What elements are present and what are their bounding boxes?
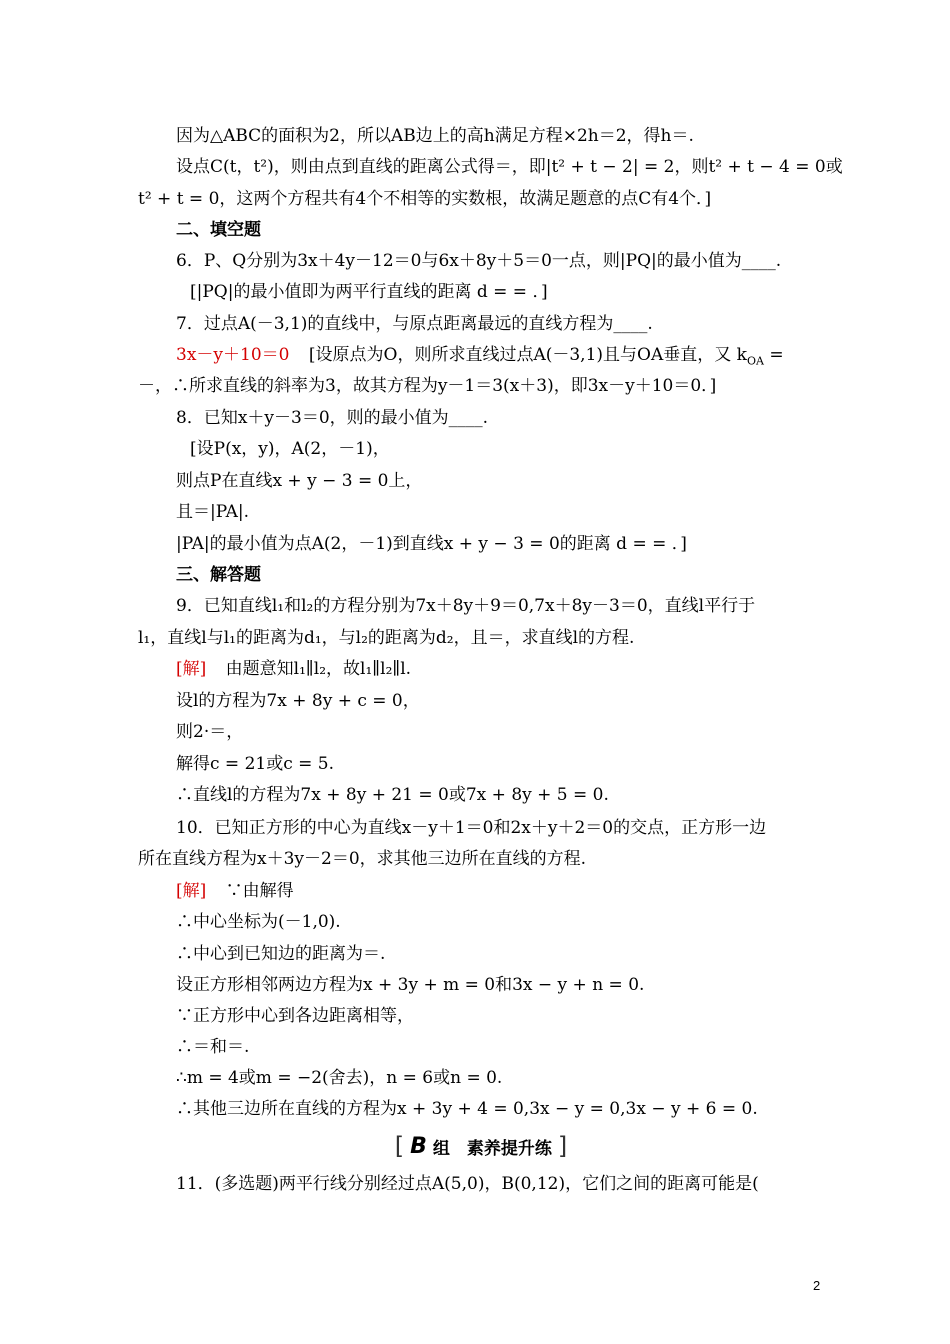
q8-step: 则点P在直线x + y − 3 = 0上， (176, 471, 423, 491)
page-number: 2 (813, 1278, 821, 1293)
q10-step: ∴中心到已知边的距离为＝. (176, 944, 386, 964)
q9-step: ∴直线l的方程为7x + 8y + 21 = 0或7x + 8y + 5 = 0. (176, 785, 609, 805)
question-10: 10．已知正方形的中心为直线x－y＋1＝0和2x＋y＋2＝0的交点，正方形一边 (176, 818, 767, 838)
q10-step: ∵正方形中心到各边距离相等， (176, 1006, 414, 1026)
bracket-right: ] (557, 1132, 568, 1160)
q7-answer: 3x－y＋10＝0 (176, 345, 290, 365)
q8-step: |PA|的最小值为点A(2，－1)到直线x + y − 3 = 0的距离 d = = ．] (176, 534, 687, 554)
q9-step: 设l的方程为7x + 8y + c = 0， (176, 691, 420, 711)
q10-step: ∵由解得 (225, 881, 294, 901)
q8-step: 且＝|PA|. (176, 502, 250, 522)
q7-solution-line (176, 343, 784, 373)
q6-solution: [|PQ|的最小值即为两平行直线的距离 d = = ．] (190, 282, 548, 302)
question-7: 7．过点A(－3,1)的直线中，与原点距离最远的直线方程为____. (176, 314, 653, 334)
text-line: 因为△ABC的面积为2，所以AB边上的高h满足方程×2h＝2，得h＝. (176, 126, 694, 146)
q10-step: ∴m = 4或m = −2(舍去)，n = 6或n = 0. (176, 1068, 503, 1088)
q9-step: 则2·＝， (176, 722, 244, 742)
question-8: 8．已知x＋y－3＝0，则的最小值为____. (176, 408, 489, 428)
q10-step: ∴中心坐标为(－1,0). (176, 912, 341, 932)
text-line: 设点C(t，t²)，则由点到直线的距离公式得＝，即|t² + t − 2| = 2，则t² + t − 4 = 0或 (176, 157, 843, 177)
q10-step: ∴其他三边所在直线的方程为x + 3y + 4 = 0,3x − y = 0,3x − y + 6 = 0. (176, 1099, 758, 1119)
q7-solution-end: = (763, 345, 784, 365)
question-9-cont: l₁，直线l与l₁的距离为d₁，与l₂的距离为d₂，且＝，求直线l的方程. (138, 628, 635, 648)
q10-solution-line (176, 879, 294, 903)
question-11: 11．(多选题)两平行线分别经过点A(5,0)，B(0,12)，它们之间的距离可能是( (176, 1174, 759, 1194)
group-b-banner (376, 1131, 586, 1161)
q7-solution-text: [设原点为O，则所求直线过点A(－3,1)且与OA垂直，又 k (308, 345, 747, 365)
q9-solution-line (176, 657, 411, 681)
group-letter: B (410, 1133, 427, 1159)
group-label: 组 素养提升练 (432, 1138, 552, 1159)
q7-subscript: OA (746, 354, 764, 368)
solution-tag: [解] (176, 881, 207, 901)
solution-tag: [解] (176, 659, 207, 679)
q8-step: [设P(x，y)，A(2，－1)， (190, 439, 390, 459)
section-heading: 三、解答题 (176, 565, 261, 585)
q9-step: 由题意知l₁∥l₂，故l₁∥l₂∥l. (225, 659, 412, 679)
question-9: 9．已知直线l₁和l₂的方程分别为7x＋8y＋9＝0,7x＋8y－3＝0，直线l平行于 (176, 596, 756, 616)
bracket-left: [ (394, 1132, 405, 1160)
text-line: t² + t = 0，这两个方程共有4个不相等的实数根，故满足题意的点C有4个．] (138, 189, 712, 209)
section-heading: 二、填空题 (176, 220, 261, 240)
q10-step: 设正方形相邻两边方程为x + 3y + m = 0和3x − y + n = 0. (176, 975, 645, 995)
q7-solution-line2: －，∴所求直线的斜率为3，故其方程为y－1＝3(x＋3)，即3x－y＋10＝0．] (138, 376, 717, 396)
question-6: 6．P、Q分别为3x＋4y－12＝0与6x＋8y＋5＝0一点，则|PQ|的最小值为____. (176, 251, 782, 271)
q10-step: ∴＝和＝. (176, 1037, 250, 1057)
question-10-cont: 所在直线方程为x＋3y－2＝0，求其他三边所在直线的方程. (138, 849, 587, 869)
q9-step: 解得c = 21或c = 5. (176, 754, 334, 774)
